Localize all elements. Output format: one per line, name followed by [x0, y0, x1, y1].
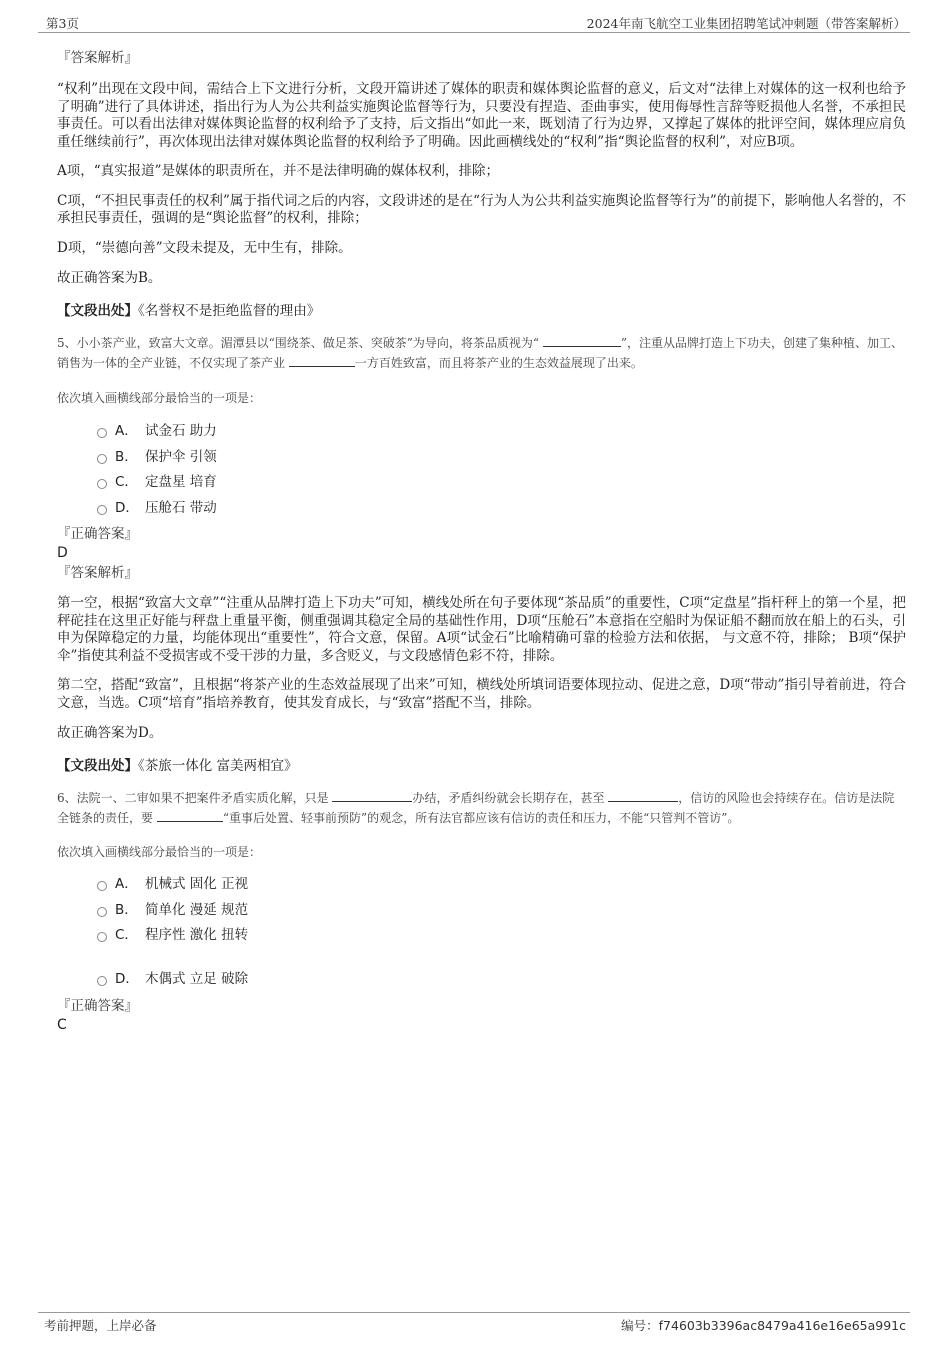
- option-text: 简单化 漫延 规范: [145, 901, 249, 918]
- page-header: [38, 12, 910, 33]
- option-letter: D．: [115, 499, 139, 516]
- page-footer: [38, 1312, 910, 1335]
- source-title: 《名誉权不是拒绝监督的理由》: [138, 302, 321, 319]
- stem-text: ”，注重从品牌打造上下功夫，创建了集种植、加工、销售为一体的全产业链，不仅实现了茶产业: [57, 336, 903, 370]
- analysis-paragraph: “权利”出现在文段中间，需结合上下文进行分析，文段开篇讲述了媒体的职责和媒体舆论监督的意义，后文对“法律上对媒体的这一权利也给予了明确”进行了具体讲述，指出行为人为公共利益实施舆论监督等行为，只要没有捏造、歪曲事实，使用侮辱性言辞等贬损他人名誉，不承担民事责任。可以看出法律对媒体舆论监督的权利给予了支持，后文指出“如此一来，既划清了行为边界，又撑起了媒体的批评空间，媒体理应肩负重任继续前行”，再次体现出法律对媒体舆论监督的权利给予了明确。因此画横线处的“权利”指“舆论监督的权利”，对应B项。: [57, 81, 906, 150]
- document-title: 2024年南飞航空工业集团招聘笔试冲刺题（带答案解析）: [586, 16, 906, 31]
- option-a[interactable]: [57, 872, 906, 898]
- analysis-paragraph: 第二空，搭配“致富”，且根据“将茶产业的生态效益展现了出来”可知，横线处所填词语要体现拉动、促进之意，D项“带动”指引导着前进，符合文意，当选。C项“培育”指培养教育，使其发育成长，与“致富”搭配不当，排除。: [57, 677, 906, 711]
- option-c[interactable]: [57, 923, 906, 949]
- code-label: 编号：: [621, 1318, 659, 1333]
- option-c[interactable]: [57, 470, 906, 496]
- option-d[interactable]: [57, 496, 906, 522]
- option-list: [57, 419, 906, 521]
- option-d[interactable]: [57, 967, 906, 993]
- stem-text: 办结，矛盾纠纷就会长期存在，甚至: [412, 791, 609, 805]
- source-title: 《茶旅一体化 富美两相宜》: [138, 757, 298, 774]
- stem-text: 5、小小茶产业，致富大文章。湄潭县以“围绕茶、做足茶、突破茶”为导向，将茶品质视为“: [57, 336, 543, 350]
- option-b[interactable]: [57, 445, 906, 471]
- radio-icon[interactable]: [97, 976, 107, 986]
- option-b[interactable]: [57, 898, 906, 924]
- source-line: [57, 758, 906, 776]
- fill-blank: [157, 809, 223, 822]
- option-text: 程序性 激化 扭转: [145, 927, 249, 943]
- conclusion: 故正确答案为B。: [57, 270, 162, 286]
- stem-text: ，信访的风险也会持续存在。信访是法院全链条的责任，要: [57, 791, 895, 825]
- source-label: 【文段出处】: [57, 757, 138, 774]
- correct-answer: D: [57, 545, 68, 561]
- analysis-paragraph: D项，“崇德向善”文段未提及，无中生有，排除。: [57, 239, 352, 256]
- fill-blank: [608, 789, 678, 802]
- analysis-paragraph: 第一空，根据“致富大文章”“注重从品牌打造上下功夫”可知，横线处所在句子要体现“茶品质”的重要性，C项“定盘星”指杆秤上的第一个星，把秤砣挂在这里正好能与秤盘上重量平衡，侧重强调其稳定全局的基础性作用，D项“压舱石”本意指在空船时为保证船不翻而放在船上的石头，引申为保障稳定的力量，均能体现出“重要性”，符合文意，保留。A项“试金石”比喻精确可靠的检验方法和依据， 与文意不符，排除； B项“保护伞”指使其利益不受损害或不受干涉的力量，多含贬义，与文段感情色彩不符，排除。: [57, 595, 906, 664]
- option-text: 机械式 固化 正视: [145, 876, 249, 892]
- fill-blank: [332, 789, 412, 802]
- option-letter: B．: [115, 901, 138, 918]
- fill-blank: [543, 334, 621, 347]
- question-prompt: 依次填入画横线部分最恰当的一项是：: [57, 845, 262, 859]
- radio-icon[interactable]: [97, 932, 107, 942]
- answer-analysis-label: 『答案解析』: [57, 565, 138, 581]
- radio-icon[interactable]: [97, 505, 107, 515]
- option-letter: A．: [115, 423, 138, 439]
- radio-icon[interactable]: [97, 454, 107, 464]
- option-text: 定盘星 培育: [145, 474, 217, 490]
- stem-text: “重事后处置、轻事前预防”的观念，所有法官都应该有信访的责任和压力，不能“只管判不管访”。: [222, 811, 740, 825]
- source-line: [57, 303, 906, 321]
- option-list: [57, 872, 906, 992]
- analysis-paragraph: C项，“不担民事责任的权利”属于指代词之后的内容，文段讲述的是在“行为人为公共利益实施舆论监督等行为”的前提下，影响他人名誉的，不承担民事责任，强调的是“舆论监督”的权利，排除；: [57, 192, 906, 226]
- option-letter: B．: [115, 448, 138, 465]
- option-a[interactable]: [57, 419, 906, 445]
- page-content: [57, 48, 906, 1034]
- correct-answer: C: [57, 1017, 67, 1033]
- option-text: 木偶式 立足 破除: [145, 970, 249, 987]
- analysis-paragraph: A项，“真实报道”是媒体的职责所在，并不是法律明确的媒体权利，排除；: [57, 163, 500, 179]
- option-letter: C．: [115, 474, 138, 490]
- question-stem: [57, 333, 906, 373]
- correct-answer-label: 『正确答案』: [57, 998, 138, 1014]
- option-letter: A．: [115, 876, 138, 892]
- source-label: 【文段出处】: [57, 302, 138, 319]
- fill-blank: [289, 354, 355, 367]
- question-stem: [57, 788, 906, 828]
- code-value: f74603b3396ac8479a416e16e65a991c: [658, 1318, 906, 1333]
- option-letter: C．: [115, 927, 138, 943]
- option-text: 试金石 助力: [145, 423, 217, 439]
- page-number: 第3页: [46, 16, 79, 31]
- document-code: [621, 1316, 906, 1334]
- option-letter: D．: [115, 970, 139, 987]
- option-text: 压舱石 带动: [145, 499, 217, 516]
- answer-analysis-label: 『答案解析』: [57, 50, 138, 66]
- option-text: 保护伞 引领: [145, 448, 217, 465]
- question-prompt: 依次填入画横线部分最恰当的一项是：: [57, 391, 262, 405]
- footer-slogan: 考前押题，上岸必备: [44, 1318, 157, 1333]
- conclusion: 故正确答案为D。: [57, 725, 163, 741]
- radio-icon[interactable]: [97, 907, 107, 917]
- correct-answer-label: 『正确答案』: [57, 526, 138, 542]
- radio-icon[interactable]: [97, 881, 107, 891]
- stem-text: 一方百姓致富，而且将茶产业的生态效益展现了出来。: [354, 356, 643, 370]
- radio-icon[interactable]: [97, 479, 107, 489]
- radio-icon[interactable]: [97, 428, 107, 438]
- stem-text: 6、法院一、二审如果不把案件矛盾实质化解，只是: [57, 791, 333, 805]
